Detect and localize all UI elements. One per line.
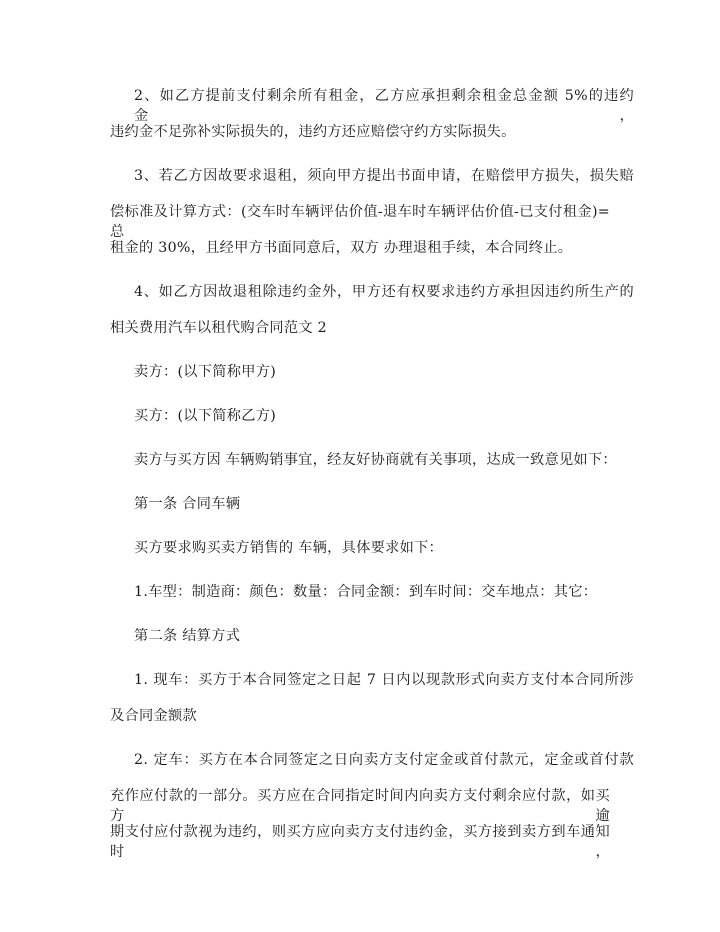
article-1-requirement: 买方要求购买卖方销售的 车辆，具体要求如下：: [134, 540, 444, 556]
article-2-item-2-line-1: 2. 定车：买方在本合同签定之日向卖方支付定金或首付款元，定金或首付款: [134, 752, 634, 768]
paragraph-3-line-3: 租金的 30%，且经甲方书面同意后，双方 办理退租手续，本合同终止。: [110, 240, 573, 256]
article-2-item-2-line-3: 期支付应付款视为违约，则买方应向卖方支付违约金，买方接到卖方到车通知时，: [110, 824, 610, 860]
article-2-item-2-line-2: 充作应付款的一部分。买方应在合同指定时间内向卖方支付剩余应付款，如买方逾: [110, 788, 610, 824]
paragraph-2-line-2: 违约金不足弥补实际损失的，违约方还应赔偿守约方实际损失。: [110, 124, 516, 140]
intro-line: 卖方与买方因 车辆购销事宜，经友好协商就有关事项，达成一致意见如下：: [134, 452, 617, 468]
paragraph-4-line-1: 4、如乙方因故退租除违约金外，甲方还有权要求违约方承担因违约所生产的: [134, 284, 634, 300]
article-2-item-1-line-1: 1. 现车：买方于本合同签定之日起 7 日内以现款形式向卖方支付本合同所涉: [134, 672, 634, 688]
article-1-heading: 第一条 合同车辆: [134, 496, 241, 512]
paragraph-4-line-2: 相关费用汽车以租代购合同范文 2: [110, 320, 327, 336]
paragraph-3-line-2: 偿标准及计算方式：(交车时车辆评估价值-退车时车辆评估价值-已支付租金)=总: [110, 204, 610, 240]
article-1-vehicle-details: 1.车型：制造商：颜色：数量：合同金额：到车时间：交车地点：其它：: [134, 584, 598, 600]
seller-line: 卖方：(以下简称甲方): [134, 364, 277, 380]
article-2-item-1-line-2: 及合同金额款: [110, 708, 197, 724]
article-2-heading: 第二条 结算方式: [134, 628, 241, 644]
buyer-line: 买方：(以下简称乙方): [134, 408, 277, 424]
paragraph-2-line-1: 2、如乙方提前支付剩余所有租金，乙方应承担剩余租金总金额 5%的违约金，: [134, 88, 634, 124]
paragraph-3-line-1: 3、若乙方因故要求退租，须向甲方提出书面申请，在赔偿甲方损失，损失赔: [134, 168, 634, 184]
